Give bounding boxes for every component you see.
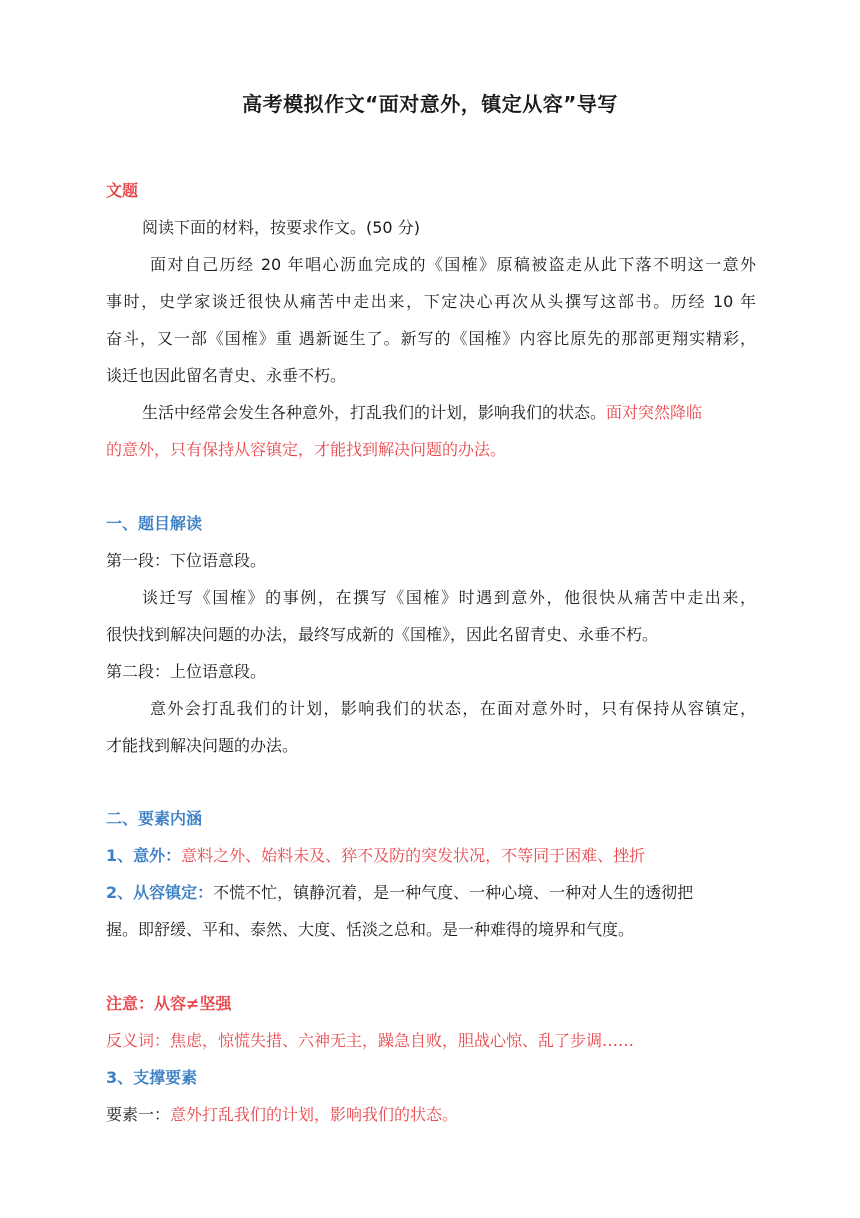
topic-intro: 阅读下面的材料，按要求作文。(50 分)	[142, 218, 420, 237]
topic-para2-highlight-start: 面对突然降临	[606, 403, 703, 422]
para1-label: 第一段：下位语意段。	[106, 551, 267, 570]
element1-label: 要素一：	[106, 1105, 171, 1124]
antonyms: 反义词：焦虑，惊慌失措、六神无主，躁急自败，胆战心惊、乱了步调……	[106, 1031, 635, 1050]
topic-para1-line3: 奋斗，又一部《国榷》重 遇新诞生了。新写的《国榷》内容比原先的那部更翔实精彩，	[106, 329, 756, 348]
section-heading-interpretation: 一、题目解读	[106, 514, 203, 533]
item1-label: 1、意外：	[106, 846, 182, 865]
note-heading: 注意：从容≠坚强	[106, 994, 232, 1013]
item2	[106, 882, 756, 904]
topic-para2-line2: 的意外，只有保持从容镇定，才能找到解决问题的办法。	[106, 440, 507, 459]
element1-text: 意外打乱我们的计划，影响我们的状态。	[170, 1105, 459, 1124]
para2-line2: 才能找到解决问题的办法。	[106, 736, 299, 755]
item2-line1: 不慌不忙，镇静沉着，是一种气度、一种心境、一种对人生的透彻把	[213, 883, 694, 902]
para2-label: 第二段：上位语意段。	[106, 662, 267, 681]
item2-label: 2、从容镇定：	[106, 883, 214, 902]
item1	[106, 845, 756, 867]
para1-line1: 谈迁写《国榷》的事例，在撰写《国榷》时遇到意外，他很快从痛苦中走出来，	[142, 588, 756, 607]
para1-line2: 很快找到解决问题的办法，最终写成新的《国榷》，因此名留青史、永垂不朽。	[106, 625, 659, 644]
topic-para1-line1: 面对自己历经 20 年唱心沥血完成的《国榷》原稿被盗走从此下落不明这一意外	[150, 255, 756, 274]
item3-heading: 3、支撑要素	[106, 1068, 198, 1087]
topic-para1-line2: 事时，史学家谈迁很快从痛苦中走出来，下定决心再次从头撰写这部书。历经 10 年	[106, 292, 756, 311]
section-heading-topic: 文题	[106, 181, 139, 200]
topic-para2-line1	[142, 402, 756, 424]
item2-line2: 握。即舒缓、平和、泰然、大度、恬淡之总和。是一种难得的境界和气度。	[106, 920, 635, 939]
section-heading-elements: 二、要素内涵	[106, 809, 203, 828]
item1-text: 意料之外、始料未及、猝不及防的突发状况，不等同于困难、挫折	[181, 846, 646, 865]
element1	[106, 1104, 756, 1126]
topic-para2-plain: 生活中经常会发生各种意外，打乱我们的计划，影响我们的状态。	[142, 403, 607, 422]
para2-line1: 意外会打乱我们的计划，影响我们的状态，在面对意外时，只有保持从容镇定，	[150, 699, 756, 718]
topic-para1-line4: 谈迁也因此留名青史、永垂不朽。	[106, 366, 347, 385]
page-title: 高考模拟作文“面对意外，镇定从容”导写	[242, 92, 618, 116]
